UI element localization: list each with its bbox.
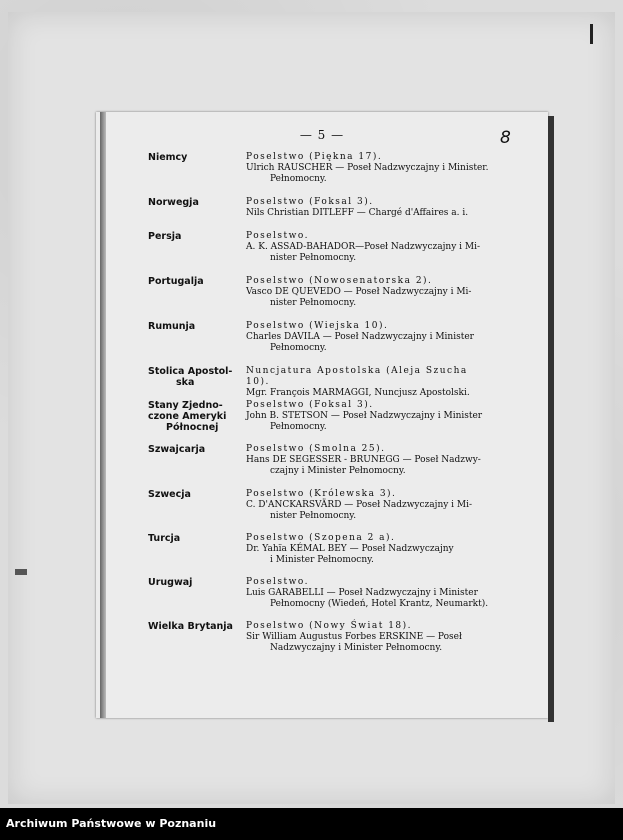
envoy-line: Pełnomocny. [270,174,327,184]
legation-address: Poselstwo (Wiejska 10). [246,321,389,331]
legation-details [246,197,491,219]
country-name: Norwegja [148,197,199,208]
legation-address: Poselstwo (Szopena 2 a). [246,533,396,543]
envoy-line: A. K. ASSAD-BAHADOR—Poseł Nadzwyczajny i Mi- [246,242,481,252]
envoy-line: i Minister Pełnomocny. [270,555,374,565]
envoy-line: Nils Christian DITLEFF — Chargé d'Affaires a. i. [246,208,469,218]
legation-address: Poselstwo (Foksal 3). [246,197,374,207]
envoy-line: Dr. Yahïa KÉMAL BEY — Poseł Nadzwyczajny [246,544,454,554]
legation-details [246,577,491,610]
page-number: — 5 — [299,128,345,142]
envoy-line: Mgr. François MARMAGGI, Nuncjusz Apostolski. [246,388,470,398]
legation-address: Poselstwo. [246,231,309,241]
envoy-line: nister Pełnomocny. [270,253,357,263]
legation-details [246,489,491,522]
legation-details [246,231,491,264]
envoy-line: Pełnomocny. [270,343,327,353]
country-name: Szwecja [148,489,191,500]
legation-address: Poselstwo (Nowosenatorska 2). [246,276,433,286]
envoy-line: John B. STETSON — Poseł Nadzwyczajny i Minister [246,411,483,421]
legation-address: Poselstwo. [246,577,309,587]
legation-details [246,400,491,433]
country-name: Stolica Apostol- ska [148,366,233,388]
legation-details [246,276,491,309]
envoy-line: nister Pełnomocny. [270,511,357,521]
scan-mark [590,24,593,44]
legation-details [246,366,491,399]
legation-address: Poselstwo (Piękna 17). [246,152,383,162]
envoy-line: Pełnomocny. [270,422,327,432]
country-name: Wielka Brytanja [148,621,233,632]
envoy-line: Hans DE SEGESSER - BRUNEGG — Poseł Nadzwy- [246,455,481,465]
envoy-line: Luis GARABELLI — Poseł Nadzwyczajny i Minister [246,588,478,598]
country-name: Portugalja [148,276,204,287]
country-name: Stany Zjedno- czone Ameryki Północnej [148,400,227,433]
country-name: Niemcy [148,152,188,163]
envoy-line: czajny i Minister Pełnomocny. [270,466,406,476]
legation-details [246,533,491,566]
envoy-line: Pełnomocny (Wiedeń, Hotel Krantz, Neumarkt). [270,599,489,609]
country-name: Urugwaj [148,577,193,588]
envoy-line: Nadzwyczajny i Minister Pełnomocny. [270,643,443,653]
handwritten-page-number: 8 [500,128,511,148]
legation-details [246,621,491,654]
envoy-line: Vasco DE QUEVEDO — Poseł Nadzwyczajny i Mi- [246,287,472,297]
legation-address: Poselstwo (Nowy Świat 18). [246,621,413,631]
legation-address: Nuncjatura Apostolska (Aleja Szucha 10). [246,366,468,387]
archive-footer: Archiwum Państwowe w Poznaniu [0,808,623,840]
document-page [96,112,548,718]
legation-address: Poselstwo (Smolna 25). [246,444,386,454]
legation-address: Poselstwo (Foksal 3). [246,400,374,410]
country-name: Rumunja [148,321,196,332]
legation-details [246,152,491,185]
country-name: Persja [148,231,182,242]
envoy-line: nister Pełnomocny. [270,298,357,308]
envoy-line: Ulrich RAUSCHER — Poseł Nadzwyczajny i Minister. [246,163,489,173]
envoy-line: Sir William Augustus Forbes ERSKINE — Poseł [246,632,462,642]
legation-address: Poselstwo (Królewska 3). [246,489,397,499]
country-name: Turcja [148,533,181,544]
envoy-line: C. D'ANCKARSVÄRD — Poseł Nadzwyczajny i Mi- [246,500,473,510]
envoy-line: Charles DAVILA — Poseł Nadzwyczajny i Minister [246,332,474,342]
country-name: Szwajcarja [148,444,206,455]
legation-details [246,444,491,477]
legation-details [246,321,491,354]
scan-mark [15,569,27,575]
